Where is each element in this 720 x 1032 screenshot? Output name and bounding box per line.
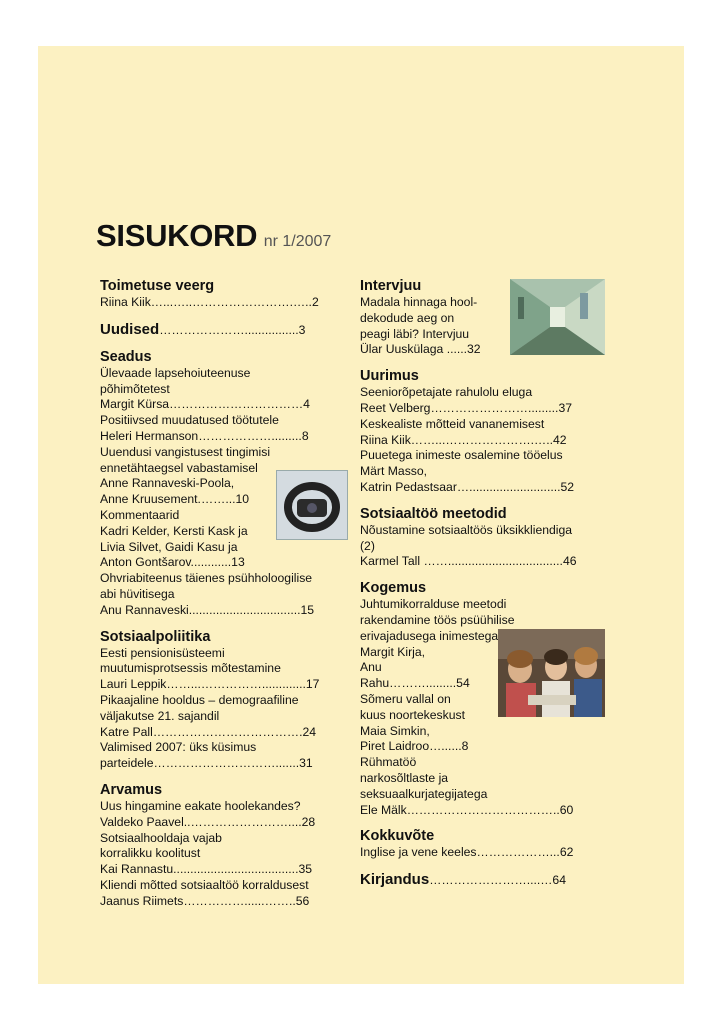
section-kirjandus-page: ……………………....…64 — [429, 873, 566, 888]
section-sotsiaalpoliitika: Sotsiaalpoliitika — [100, 628, 211, 645]
magazine-page — [38, 46, 684, 984]
toc-line: väljakutse 21. sajandil — [100, 708, 220, 723]
corridor-photo — [510, 279, 605, 355]
toc-line: Nõustamine sotsiaaltöös üksikkliendiga — [360, 522, 573, 537]
toc-line: Sotsiaalhooldaja vajab — [100, 830, 222, 845]
toc-entry[interactable]: Riina Kiik…...…..…………………….…..2 — [100, 295, 319, 309]
toc-line: abi hüvitisega — [100, 586, 175, 601]
page-title: SISUKORD — [96, 218, 258, 253]
alarm-bracelet-photo — [276, 470, 348, 540]
section-kirjandus-label: Kirjandus — [360, 871, 430, 889]
section-kogemus: Kogemus — [360, 580, 427, 597]
toc-entry[interactable]: Katre Pall……………………………….24 — [100, 724, 317, 739]
toc-entry[interactable]: Anne Kruusement.……...10 — [100, 492, 250, 507]
toc-left-column — [100, 278, 346, 910]
toc-line: Madala hinnaga hool- — [360, 295, 478, 309]
toc-line: erivajadusega inimestega — [360, 628, 499, 643]
toc-line: narkosõltlaste ja — [360, 770, 449, 785]
toc-entry[interactable]: Reet Velberg…………………….........37 — [360, 400, 572, 415]
toc-entry[interactable]: Margit Kürsa……………………………4 — [100, 397, 310, 412]
toc-entry[interactable]: Lauri Leppik……...…………….............17 — [100, 677, 320, 692]
toc-line: korralikku koolitust — [100, 846, 201, 861]
toc-entry[interactable]: Valdeko Paavel..……………………....28 — [100, 814, 316, 829]
section-sotsiaaltoo-meetodid: Sotsiaaltöö meetodid — [360, 505, 507, 522]
seadus-entries — [100, 366, 346, 619]
section-kokkuvote: Kokkuvõte — [360, 828, 435, 845]
section-intervjuu: Intervjuu — [360, 278, 422, 294]
toc-line: Sõmeru vallal on — [360, 691, 451, 706]
section-uudised-label: Uudised — [100, 320, 160, 338]
toc-line: põhimõtetest — [100, 381, 170, 396]
toc-entry[interactable]: Inglise ja vene keeles………………...62 — [360, 845, 574, 860]
toc-entry[interactable]: Katrin Pedastsaar…...........................52 — [360, 479, 575, 494]
toc-line: Kadri Kelder, Kersti Kask ja — [100, 523, 248, 538]
toc-line: ennetähtaegsel vabastamisel — [100, 460, 258, 475]
toc-entry[interactable]: Rahu……….........54 — [360, 676, 470, 691]
toc-line: Uus hingamine eakate hoolekandes? — [100, 798, 301, 813]
toc-line: Anne Rannaveski-Poola, — [100, 476, 235, 491]
toc-entry[interactable]: Ele Mälk………………………………..60 — [360, 802, 574, 817]
toc-line: peagi läbi? Intervjuu — [360, 326, 470, 341]
toc-line: Pikaajaline hooldus – demograafiline — [100, 692, 299, 707]
toc-line: dekodude aeg on — [360, 310, 455, 325]
toc-line: (2) — [360, 538, 375, 553]
toc-entry[interactable]: Karmel Tall ……..................................46 — [360, 554, 577, 569]
toc-line: Anu — [360, 660, 382, 675]
toc-line: rakendamine töös psüühilise — [360, 612, 515, 627]
toc-line: muutumisprotsessis mõtestamine — [100, 661, 281, 676]
toc-entry[interactable]: Riina Kiik……...………………….…..42 — [360, 432, 567, 447]
toc-line: kuus noortekeskust — [360, 707, 466, 722]
toc-line: Märt Masso, — [360, 464, 428, 479]
youth-center-photo — [498, 629, 605, 717]
section-toimetuse-veerg: Toimetuse veerg — [100, 278, 215, 294]
toc-line: Juhtumikorralduse meetodi — [360, 597, 507, 612]
toc-line: Ohvriabiteenus täienes psühholoogilise — [100, 571, 313, 586]
section-uudised-page: …………………................3 — [159, 322, 306, 337]
section-kirjandus[interactable] — [360, 871, 606, 889]
toc-line: Livia Silvet, Gaidi Kasu ja — [100, 539, 238, 554]
seadus-pic-block — [100, 476, 346, 571]
toc-line: Rühmatöö — [360, 755, 417, 770]
section-arvamus: Arvamus — [100, 781, 163, 798]
toc-line: Eesti pensionisüsteemi — [100, 645, 225, 660]
toc-line: Kliendi mõtted sotsiaaltöö korraldusest — [100, 877, 309, 892]
toc-line: Valimised 2007: üks küsimus — [100, 740, 257, 755]
section-uudised[interactable] — [100, 321, 346, 339]
issue-number: nr 1/2007 — [263, 233, 332, 250]
toc-heading — [96, 218, 331, 254]
toc-line: Margit Kirja, — [360, 644, 426, 659]
toc-line: Seeniorõpetajate rahulolu eluga — [360, 385, 533, 400]
toc-line: seksuaalkurjategijatega — [360, 786, 488, 801]
toc-line: Ülevaade lapsehoiuteenuse — [100, 365, 251, 380]
intervjuu-entries — [360, 295, 606, 358]
section-seadus: Seadus — [100, 348, 152, 365]
toc-line: Uuendusi vangistusest tingimisi — [100, 444, 271, 459]
toc-entry[interactable]: parteidele………………………….......31 — [100, 756, 313, 771]
toc-line: Maia Simkin, — [360, 723, 430, 738]
toc-entry[interactable]: Jaanus Riimets……………......……..56 — [100, 893, 310, 908]
kogemus-pic-block — [360, 645, 606, 756]
toc-entry[interactable]: Kai Rannastu.....................................35 — [100, 862, 313, 877]
toc-right-column — [360, 278, 606, 889]
toc-entry[interactable]: Piret Laidroo…......8 — [360, 739, 469, 754]
toc-entry[interactable]: Anu Rannaveski.................................15 — [100, 602, 315, 617]
toc-line: Positiivsed muudatused töötutele — [100, 413, 279, 428]
toc-entry[interactable]: Ülar Uuskülaga ......32 — [360, 342, 481, 357]
section-uurimus: Uurimus — [360, 368, 419, 385]
toc-line: Keskealiste mõtteid vananemisest — [360, 416, 545, 431]
toc-line: Puuetega inimeste osalemine tööelus — [360, 448, 563, 463]
toc-line: Kommentaarid — [100, 507, 180, 522]
toc-entry[interactable]: Anton Gontšarov............13 — [100, 555, 245, 570]
toc-entry[interactable]: Heleri Hermanson……………….........8 — [100, 428, 309, 443]
